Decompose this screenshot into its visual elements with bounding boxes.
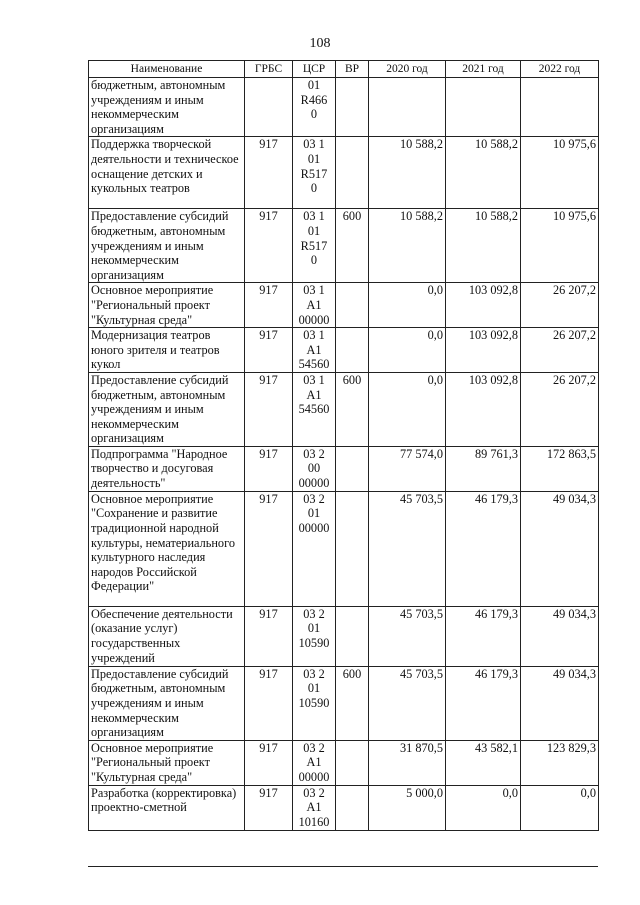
csr-code-part: 03 2 — [303, 491, 325, 506]
table-row — [89, 372, 599, 446]
header-vr: ВР — [336, 61, 369, 78]
csr-code-part: 03 2 — [303, 606, 325, 621]
csr-code-part: 10590 — [298, 696, 330, 711]
cell-2020: 45 703,5 — [369, 666, 446, 740]
csr-code-part: 10590 — [298, 636, 330, 651]
header-2020: 2020 год — [369, 61, 446, 78]
csr-code-part: A1 — [306, 342, 322, 357]
table-body — [89, 78, 599, 831]
cell-vr — [336, 78, 369, 137]
csr-code-part: 03 2 — [303, 785, 325, 800]
cell-2020: 10 588,2 — [369, 209, 446, 283]
cell-2022: 49 034,3 — [521, 606, 599, 666]
cell-2022: 172 863,5 — [521, 446, 599, 491]
header-name: Наименование — [89, 61, 245, 78]
table-row — [89, 78, 599, 137]
table-row — [89, 446, 599, 491]
csr-code-part: 00000 — [298, 521, 330, 536]
csr-code-part: 01 — [307, 506, 321, 521]
cell-vr — [336, 606, 369, 666]
cell-2020: 31 870,5 — [369, 740, 446, 785]
cell-grbs — [245, 78, 293, 137]
csr-code-part: 00 — [307, 461, 321, 476]
csr-code-part: 10160 — [298, 815, 330, 830]
cell-2020: 0,0 — [369, 283, 446, 328]
cell-2022: 26 207,2 — [521, 328, 599, 373]
csr-code-part: R466 — [300, 92, 328, 107]
csr-code-part: 03 1 — [303, 137, 325, 152]
header-2022: 2022 год — [521, 61, 599, 78]
cell-csr — [293, 372, 336, 446]
cell-2022: 0,0 — [521, 785, 599, 830]
cell-vr — [336, 137, 369, 209]
cell-csr — [293, 209, 336, 283]
cell-2022: 10 975,6 — [521, 137, 599, 209]
csr-code-part: 00000 — [298, 476, 330, 491]
cell-2020: 0,0 — [369, 372, 446, 446]
cell-2021: 10 588,2 — [446, 209, 521, 283]
csr-code-part: 03 2 — [303, 446, 325, 461]
cell-2022: 26 207,2 — [521, 283, 599, 328]
cell-2021: 46 179,3 — [446, 666, 521, 740]
cell-csr — [293, 491, 336, 606]
csr-code-part: A1 — [306, 387, 322, 402]
cell-2021: 0,0 — [446, 785, 521, 830]
cell-grbs: 917 — [245, 283, 293, 328]
cell-name: Предоставление субсидий бюджетным, автономным учреждениям и иным некоммерческим организациям — [89, 372, 245, 446]
cell-csr — [293, 446, 336, 491]
csr-code-part: 54560 — [298, 357, 330, 372]
cell-csr — [293, 785, 336, 830]
table-row — [89, 606, 599, 666]
cell-2020: 77 574,0 — [369, 446, 446, 491]
cell-vr — [336, 491, 369, 606]
csr-code-part: 03 1 — [303, 328, 325, 343]
cell-2022: 10 975,6 — [521, 209, 599, 283]
csr-code-part: 01 — [307, 681, 321, 696]
cell-name: Основное мероприятие "Региональный проект "Культурная среда" — [89, 283, 245, 328]
cell-vr: 600 — [336, 209, 369, 283]
cell-name: Обеспечение деятельности (оказание услуг) государственных учреждений — [89, 606, 245, 666]
cell-csr — [293, 78, 336, 137]
cell-name: Предоставление субсидий бюджетным, автономным учреждениям и иным некоммерческим организациям — [89, 666, 245, 740]
cell-2022: 49 034,3 — [521, 666, 599, 740]
csr-code-part: 03 1 — [303, 209, 325, 224]
table-header-row — [89, 61, 599, 78]
cell-grbs: 917 — [245, 137, 293, 209]
cell-vr: 600 — [336, 372, 369, 446]
csr-code-part: 03 1 — [303, 283, 325, 298]
table-row — [89, 328, 599, 373]
csr-code-part: 01 — [307, 223, 321, 238]
cell-csr — [293, 328, 336, 373]
cell-name: Основное мероприятие "Сохранение и развитие традиционной народной культуры, нематериального культурного наследия народов Российской Федерации" — [89, 491, 245, 606]
csr-code-part: 01 — [307, 621, 321, 636]
cell-name: Предоставление субсидий бюджетным, автономным учреждениям и иным некоммерческим организациям — [89, 209, 245, 283]
table-row — [89, 283, 599, 328]
table-row — [89, 785, 599, 830]
cell-2020: 45 703,5 — [369, 491, 446, 606]
cell-vr — [336, 446, 369, 491]
csr-code-part: A1 — [306, 800, 322, 815]
cell-csr — [293, 606, 336, 666]
header-csr: ЦСР — [293, 61, 336, 78]
cell-vr: 600 — [336, 666, 369, 740]
cell-2021: 46 179,3 — [446, 491, 521, 606]
cell-2021: 10 588,2 — [446, 137, 521, 209]
cell-grbs: 917 — [245, 328, 293, 373]
cell-2021: 103 092,8 — [446, 328, 521, 373]
cell-name: Модернизация театров юного зрителя и театров кукол — [89, 328, 245, 373]
csr-code-part: R517 — [300, 166, 328, 181]
csr-code-part: 0 — [310, 181, 318, 196]
cell-2020: 5 000,0 — [369, 785, 446, 830]
csr-code-part: A1 — [306, 755, 322, 770]
table-row — [89, 137, 599, 209]
cell-2022: 26 207,2 — [521, 372, 599, 446]
csr-code-part: 54560 — [298, 402, 330, 417]
cell-grbs: 917 — [245, 372, 293, 446]
cell-2022: 49 034,3 — [521, 491, 599, 606]
cell-grbs: 917 — [245, 491, 293, 606]
csr-code-part: A1 — [306, 297, 322, 312]
cell-2021: 89 761,3 — [446, 446, 521, 491]
cell-grbs: 917 — [245, 785, 293, 830]
cell-csr — [293, 666, 336, 740]
header-grbs: ГРБС — [245, 61, 293, 78]
csr-code-part: R517 — [300, 238, 328, 253]
cell-vr — [336, 785, 369, 830]
csr-code-part: 00000 — [298, 312, 330, 327]
table-row — [89, 491, 599, 606]
table-row — [89, 740, 599, 785]
cell-2021: 103 092,8 — [446, 372, 521, 446]
cell-name: Поддержка творческой деятельности и техническое оснащение детских и кукольных театров — [89, 137, 245, 209]
page-bottom-rule — [88, 866, 598, 867]
cell-2021: 103 092,8 — [446, 283, 521, 328]
budget-table — [88, 60, 599, 831]
header-2021: 2021 год — [446, 61, 521, 78]
csr-code-part: 01 — [307, 151, 321, 166]
cell-csr — [293, 283, 336, 328]
cell-name: Подпрограмма "Народное творчество и досуговая деятельность" — [89, 446, 245, 491]
csr-code-part: 01 — [307, 78, 321, 92]
cell-2020: 0,0 — [369, 328, 446, 373]
csr-code-part: 00000 — [298, 770, 330, 785]
cell-csr — [293, 137, 336, 209]
cell-vr — [336, 283, 369, 328]
csr-code-part: 03 2 — [303, 740, 325, 755]
csr-code-part: 0 — [310, 107, 318, 122]
csr-code-part: 03 1 — [303, 372, 325, 387]
csr-code-part: 0 — [310, 253, 318, 268]
cell-grbs: 917 — [245, 209, 293, 283]
table-row — [89, 666, 599, 740]
page-number: 108 — [309, 36, 331, 51]
cell-2020: 45 703,5 — [369, 606, 446, 666]
cell-2020 — [369, 78, 446, 137]
cell-name: бюджетным, автономным учреждениям и иным некоммерческим организациям — [89, 78, 245, 137]
cell-grbs: 917 — [245, 740, 293, 785]
cell-2022: 123 829,3 — [521, 740, 599, 785]
cell-vr — [336, 740, 369, 785]
csr-code-part: 03 2 — [303, 666, 325, 681]
cell-grbs: 917 — [245, 606, 293, 666]
cell-2021: 43 582,1 — [446, 740, 521, 785]
cell-csr — [293, 740, 336, 785]
cell-grbs: 917 — [245, 446, 293, 491]
cell-vr — [336, 328, 369, 373]
cell-2021: 46 179,3 — [446, 606, 521, 666]
cell-2020: 10 588,2 — [369, 137, 446, 209]
cell-name: Разработка (корректировка) проектно-сметной — [89, 785, 245, 830]
cell-grbs: 917 — [245, 666, 293, 740]
cell-name: Основное мероприятие "Региональный проект "Культурная среда" — [89, 740, 245, 785]
cell-2022 — [521, 78, 599, 137]
table-row — [89, 209, 599, 283]
cell-2021 — [446, 78, 521, 137]
